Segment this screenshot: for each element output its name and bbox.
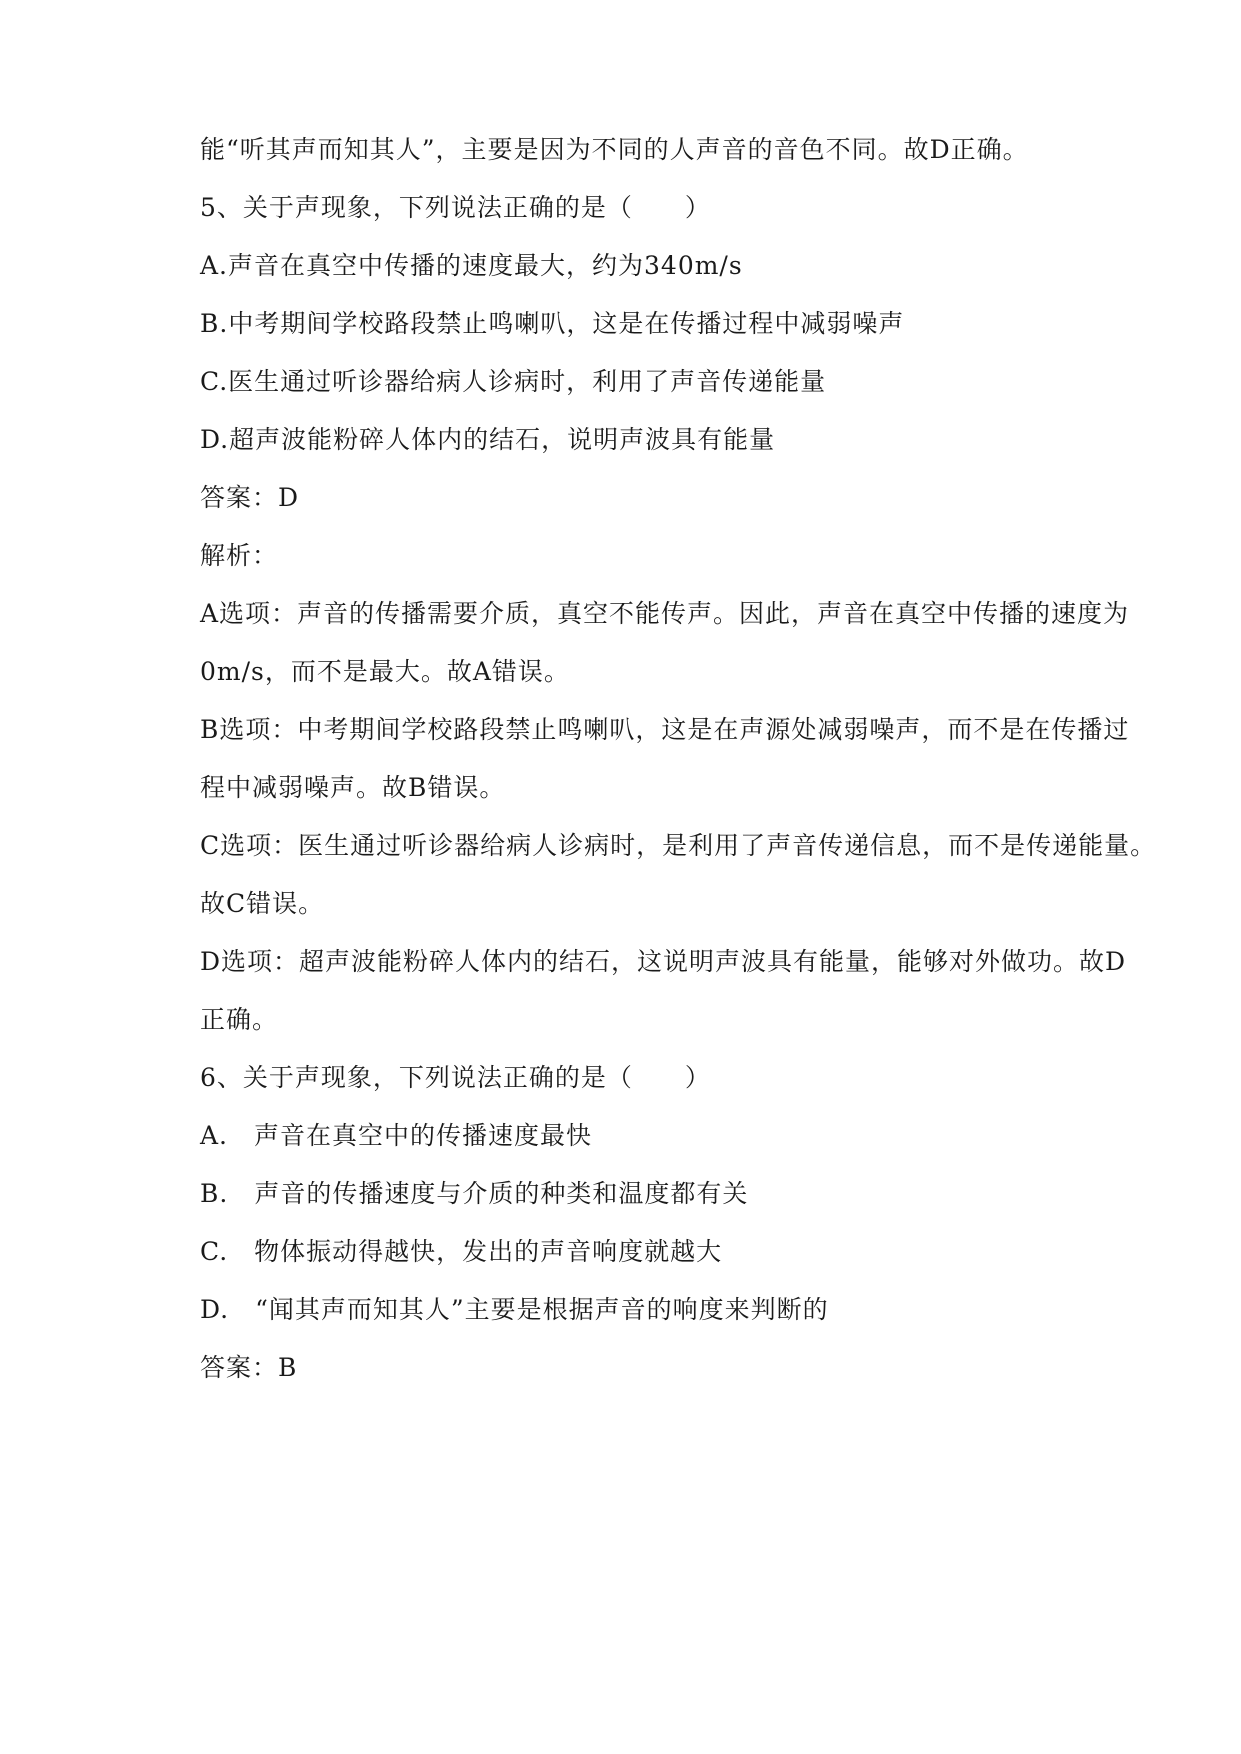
q5-option-b: B.中考期间学校路段禁止鸣喇叭，这是在传播过程中减弱噪声 — [200, 309, 905, 338]
q5-analysis-c-line2: 故C错误。 — [200, 889, 325, 918]
q5-analysis-a-line2: 0m/s，而不是最大。故A错误。 — [200, 657, 570, 686]
q5-analysis-c-line1: C选项：医生通过听诊器给病人诊病时，是利用了声音传递信息，而不是传递能量。 — [200, 831, 1157, 860]
q5-analysis-heading: 解析： — [200, 541, 279, 570]
q5-answer: 答案：D — [200, 483, 300, 512]
q5-analysis-a-line1: A选项：声音的传播需要介质，真空不能传声。因此，声音在真空中传播的速度为 — [200, 599, 1130, 628]
question-6-stem: 6、关于声现象，下列说法正确的是（ ） — [200, 1063, 711, 1092]
q5-analysis-d-line1: D选项：超声波能粉碎人体内的结石，这说明声波具有能量，能够对外做功。故D — [200, 947, 1127, 976]
q5-analysis-b-line1: B选项：中考期间学校路段禁止鸣喇叭，这是在声源处减弱噪声，而不是在传播过 — [200, 715, 1130, 744]
q6-option-b: B. 声音的传播速度与介质的种类和温度都有关 — [200, 1179, 749, 1208]
q5-analysis-b-line2: 程中减弱噪声。故B错误。 — [200, 773, 506, 802]
q5-option-a: A.声音在真空中传播的速度最大，约为340m/s — [200, 251, 743, 280]
q6-answer: 答案：B — [200, 1353, 298, 1382]
q6-option-a: A. 声音在真空中的传播速度最快 — [200, 1121, 593, 1150]
q6-option-c: C. 物体振动得越快，发出的声音响度就越大 — [200, 1237, 723, 1266]
q4-conclusion-line: 能“听其声而知其人”，主要是因为不同的人声音的音色不同。故D正确。 — [200, 135, 1029, 164]
q5-option-d: D.超声波能粉碎人体内的结石，说明声波具有能量 — [200, 425, 776, 454]
q6-option-d: D. “闻其声而知其人”主要是根据声音的响度来判断的 — [200, 1295, 829, 1324]
q5-analysis-d-line2: 正确。 — [200, 1005, 279, 1034]
question-5-stem: 5、关于声现象，下列说法正确的是（ ） — [200, 193, 711, 222]
q5-option-c: C.医生通过听诊器给病人诊病时，利用了声音传递能量 — [200, 367, 827, 396]
